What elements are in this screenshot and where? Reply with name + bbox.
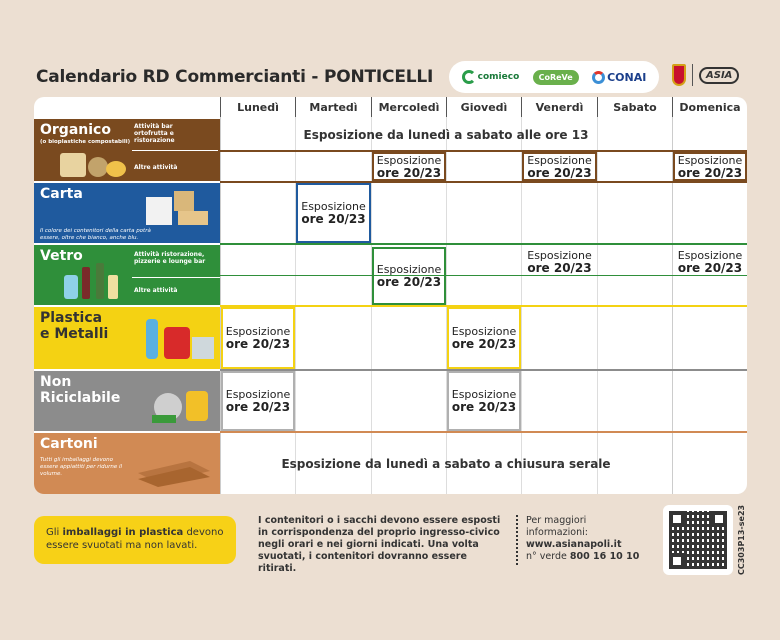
- plastica-thursday-slot: Esposizione ore 20/23: [447, 307, 521, 369]
- asia-logo: ASIA: [699, 67, 739, 84]
- qr-code[interactable]: [663, 505, 733, 575]
- napoli-crest-icon: [672, 64, 686, 86]
- day-header-saturday: Sabato: [597, 97, 672, 117]
- day-header-friday: Venerdì: [521, 97, 597, 117]
- day-header-sunday: Domenica: [672, 97, 747, 117]
- activity-bar: Attività bar ortofrutta e ristorazione: [134, 123, 175, 144]
- non-recyclable-waste-icon: [146, 377, 216, 427]
- vetro-friday-slot: Esposizione ore 20/23: [527, 248, 592, 275]
- day-header-tuesday: Martedì: [295, 97, 371, 117]
- cartoni-schedule: Esposizione da lunedì a sabato a chiusura serale: [281, 456, 611, 471]
- partner-logos: [449, 61, 659, 93]
- organico-friday-slot: Esposizione ore 20/23: [522, 152, 597, 181]
- organico-sunday-slot: Esposizione ore 20/23: [673, 152, 747, 181]
- category-cartoni: Cartoni Tutti gli imballaggi devono essere appiattiti per ridurne il volume.: [34, 433, 220, 494]
- day-header-monday: Lunedì: [220, 97, 295, 117]
- non-riciclabile-monday-slot: Esposizione ore 20/23: [221, 371, 295, 431]
- activity-other: Altre attività: [134, 164, 178, 171]
- comieco-logo: comieco: [462, 70, 520, 84]
- activity-other: Altre attività: [134, 287, 178, 294]
- carta-tuesday-slot: Esposizione ore 20/23: [296, 183, 371, 243]
- category-carta: Carta Il colore dei contenitori della carta potrà essere, oltre che bianco, anche blu.: [34, 183, 220, 243]
- contact-info: Per maggiori informazioni: www.asianapoli.it n° verde 800 16 10 10: [516, 515, 639, 565]
- coreve-logo: CoReVe: [533, 70, 579, 85]
- glass-waste-icon: [62, 261, 122, 301]
- plastica-monday-slot: Esposizione ore 20/23: [221, 307, 295, 369]
- category-plastica-metalli: Plastica e Metalli: [34, 307, 220, 369]
- day-header-wednesday: Mercoledì: [371, 97, 446, 117]
- phone-number: 800 16 10 10: [569, 551, 640, 562]
- organico-wednesday-slot: Esposizione ore 20/23: [372, 152, 446, 181]
- exposure-instructions: I contenitori o i sacchi devono essere esposti in corrispondenza del proprio ingresso-civico negli orari e nei giorni indicati. Una volta svuotati, i contenitori dovranno essere ritirati.: [258, 515, 501, 574]
- conai-logo: CONAI: [592, 71, 646, 84]
- activity-restaurant: Attività ristorazione, pizzerie e lounge bar: [134, 251, 206, 265]
- category-organico: Organico (o bioplastiche compostabili) Attività bar ortofrutta e ristorazione Altre attività: [34, 119, 220, 181]
- page-title: Calendario RD Commercianti - PONTICELLI: [36, 67, 434, 87]
- organic-waste-icon: [58, 147, 128, 179]
- paper-waste-icon: [144, 187, 214, 229]
- day-header-thursday: Giovedì: [446, 97, 521, 117]
- municipal-logos: [672, 64, 739, 86]
- plastic-packaging-note: Gli imballaggi in plastica devono essere svuotati ma non lavati.: [34, 516, 236, 564]
- organico-bar-schedule: Esposizione da lunedì a sabato alle ore 13: [303, 127, 589, 142]
- plastic-metal-waste-icon: [142, 313, 216, 363]
- website-link[interactable]: www.asianapoli.it: [526, 539, 622, 550]
- vetro-sunday-slot: Esposizione ore 20/23: [677, 248, 743, 275]
- cardboard-waste-icon: [134, 453, 214, 487]
- collection-calendar: [34, 97, 747, 494]
- category-vetro: Vetro Attività ristorazione, pizzerie e lounge bar Altre attività: [34, 245, 220, 305]
- vetro-wednesday-slot: Esposizione ore 20/23: [372, 247, 446, 305]
- document-code: CC303P13-se23: [737, 504, 746, 575]
- non-riciclabile-thursday-slot: Esposizione ore 20/23: [447, 371, 521, 431]
- category-non-riciclabile: Non Riciclabile: [34, 371, 220, 431]
